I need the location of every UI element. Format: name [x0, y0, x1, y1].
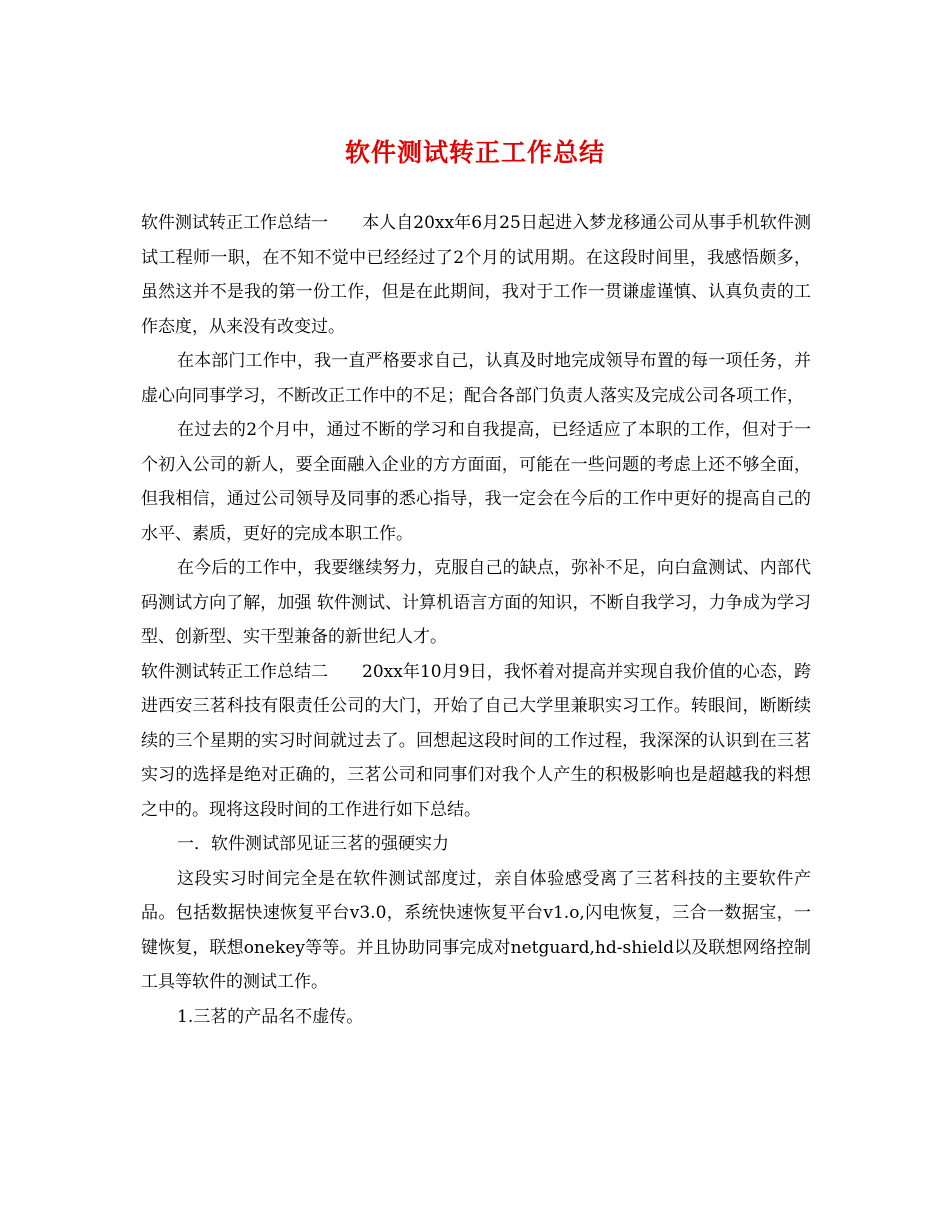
section2-p1-lead: 20xx年10月9日，我怀着对提高并实现自我价值的 [362, 661, 743, 682]
section2-paragraph-2: 这段实习时间完全是在软件测试部度过，亲自体验感受离了三茗科技的主要软件产品。包括数据快速恢复平台v3.0，系统快速恢复平台v1.o,闪电恢复，三合一数据宝，一键恢复，联想onekey等等。并且协助同事完成对netguard,hd-shield以及联想网络控制工具等软件的测试工作。 [141, 868, 811, 992]
section2-first-paragraph [141, 655, 811, 828]
section1-paragraph-2: 在本部门工作中，我一直严格要求自己，认真及时地完成领导布置的每一项任务，并虚心向同事学习，不断改正工作中的不足；配合各部门负责人落实及完成公司各项工作， [141, 351, 811, 406]
section1-paragraph-3: 在过去的2个月中，通过不断的学习和自我提高，已经适应了本职的工作，但对于一个初入公司的新人，要全面融入企业的方方面面，可能在一些问题的考虑上还不够全面，但我相信，通过公司领导及同事的悉心指导，我一定会在今后的工作中更好的提高自己的水平、素质，更好的完成本职工作。 [141, 420, 811, 544]
section1-first-paragraph [141, 206, 811, 344]
section1-heading: 软件测试转正工作总结一 [141, 213, 328, 233]
document-body [141, 206, 811, 1034]
section1-p1-rest: 机软件测试工程师一职，在不知不觉中已经经过了2个月的试用期。在这段时间里，我感悟颇多，虽然这并不是我的第一份工作，但是在此期间，我对于工作一贯谦虚谨慎、认真负责的工作态度，从来没有改变过。 [141, 213, 811, 337]
section2-subheading-1: 一．软件测试部见证三茗的强硬实力 [177, 834, 449, 854]
section1-paragraph-4: 在今后的工作中，我要继续努力，克服自己的缺点，弥补不足，向白盒测试、内部代码测试方向了解，加强 软件测试、计算机语言方面的知识，不断自我学习，力争成为学习型、创新型、实干型兼备的新世纪人才。 [141, 558, 811, 647]
document-title: 软件测试转正工作总结 [344, 138, 605, 167]
section1-p1-lead: 本人自20xx年6月25日起进入梦龙移通公司从事手 [362, 213, 743, 233]
section2-heading: 软件测试转正工作总结二 [141, 661, 328, 682]
section2-item-1: 1.三茗的产品名不虚传。 [177, 1006, 364, 1027]
section2-p1-rest: 心态，跨进西安三茗科技有限责任公司的大门，开始了自己大学里兼职实习工作。转眼间，断断续续的三个星期的实习时间就过去了。回想起这段时间的工作过程，我深深的认识到在三茗实习的选择是绝对正确的，三茗公司和同事们对我个人产生的积极影响也是超越我的料想之中的。现将这段时间的工作进行如下总结。 [141, 661, 811, 820]
